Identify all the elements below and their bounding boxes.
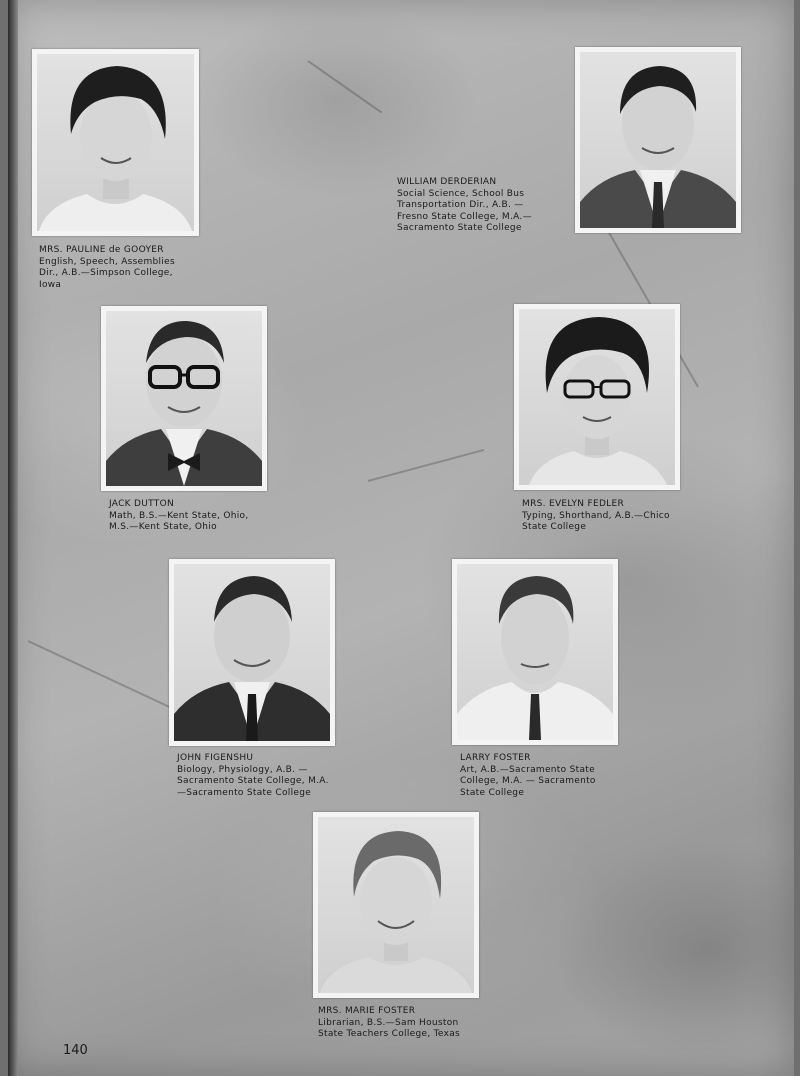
- portrait-man-icon: [457, 564, 613, 740]
- faculty-caption: [460, 753, 635, 799]
- faculty-name: JACK DUTTON: [109, 499, 175, 509]
- faculty-name: MRS. PAULINE de GOOYER: [39, 245, 164, 255]
- portrait-man-icon: [174, 564, 330, 741]
- yearbook-page: [8, 0, 794, 1076]
- faculty-details: Biology, Physiology, A.B. — Sacramento State College, M.A. —Sacramento State College: [177, 764, 329, 798]
- faculty-photo: [514, 304, 680, 490]
- faculty-details: Art, A.B.—Sacramento State College, M.A. — Sacramento State College: [460, 764, 596, 798]
- portrait-woman-glasses-icon: [519, 309, 675, 485]
- faculty-photo: [575, 47, 741, 233]
- faculty-caption: [397, 177, 557, 235]
- faculty-photo: [169, 559, 335, 746]
- page-spine: [8, 0, 18, 1076]
- faculty-caption: [39, 245, 214, 291]
- faculty-details: Librarian, B.S.—Sam Houston State Teachers College, Texas: [318, 1017, 461, 1039]
- faculty-name: JOHN FIGENSHU: [177, 753, 254, 763]
- portrait-man-glasses-icon: [106, 311, 262, 486]
- faculty-name: MRS. MARIE FOSTER: [318, 1006, 416, 1016]
- portrait-woman-icon: [37, 54, 194, 231]
- faculty-name: LARRY FOSTER: [460, 753, 531, 763]
- faculty-name: WILLIAM DERDERIAN: [397, 177, 497, 187]
- marble-vein: [28, 640, 174, 709]
- portrait-woman-icon: [318, 817, 474, 993]
- faculty-photo: [101, 306, 267, 491]
- faculty-caption: [522, 499, 697, 534]
- marble-vein: [368, 449, 484, 482]
- faculty-photo: [452, 559, 618, 745]
- faculty-caption: [109, 499, 284, 534]
- faculty-photo: [313, 812, 479, 998]
- portrait-man-icon: [580, 52, 736, 228]
- faculty-details: English, Speech, Assemblies Dir., A.B.—Simpson College, Iowa: [39, 256, 175, 290]
- faculty-caption: [318, 1006, 493, 1041]
- faculty-name: MRS. EVELYN FEDLER: [522, 499, 625, 509]
- faculty-caption: [177, 753, 352, 799]
- page-number: 140: [63, 1043, 88, 1058]
- faculty-photo: [32, 49, 199, 236]
- faculty-details: Social Science, School Bus Transportation Dir., A.B. — Fresno State College, M.A.— Sacramento State College: [397, 188, 532, 233]
- faculty-details: Typing, Shorthand, A.B.—Chico State College: [522, 510, 670, 532]
- faculty-details: Math, B.S.—Kent State, Ohio, M.S.—Kent State, Ohio: [109, 510, 249, 532]
- marble-vein: [307, 60, 382, 113]
